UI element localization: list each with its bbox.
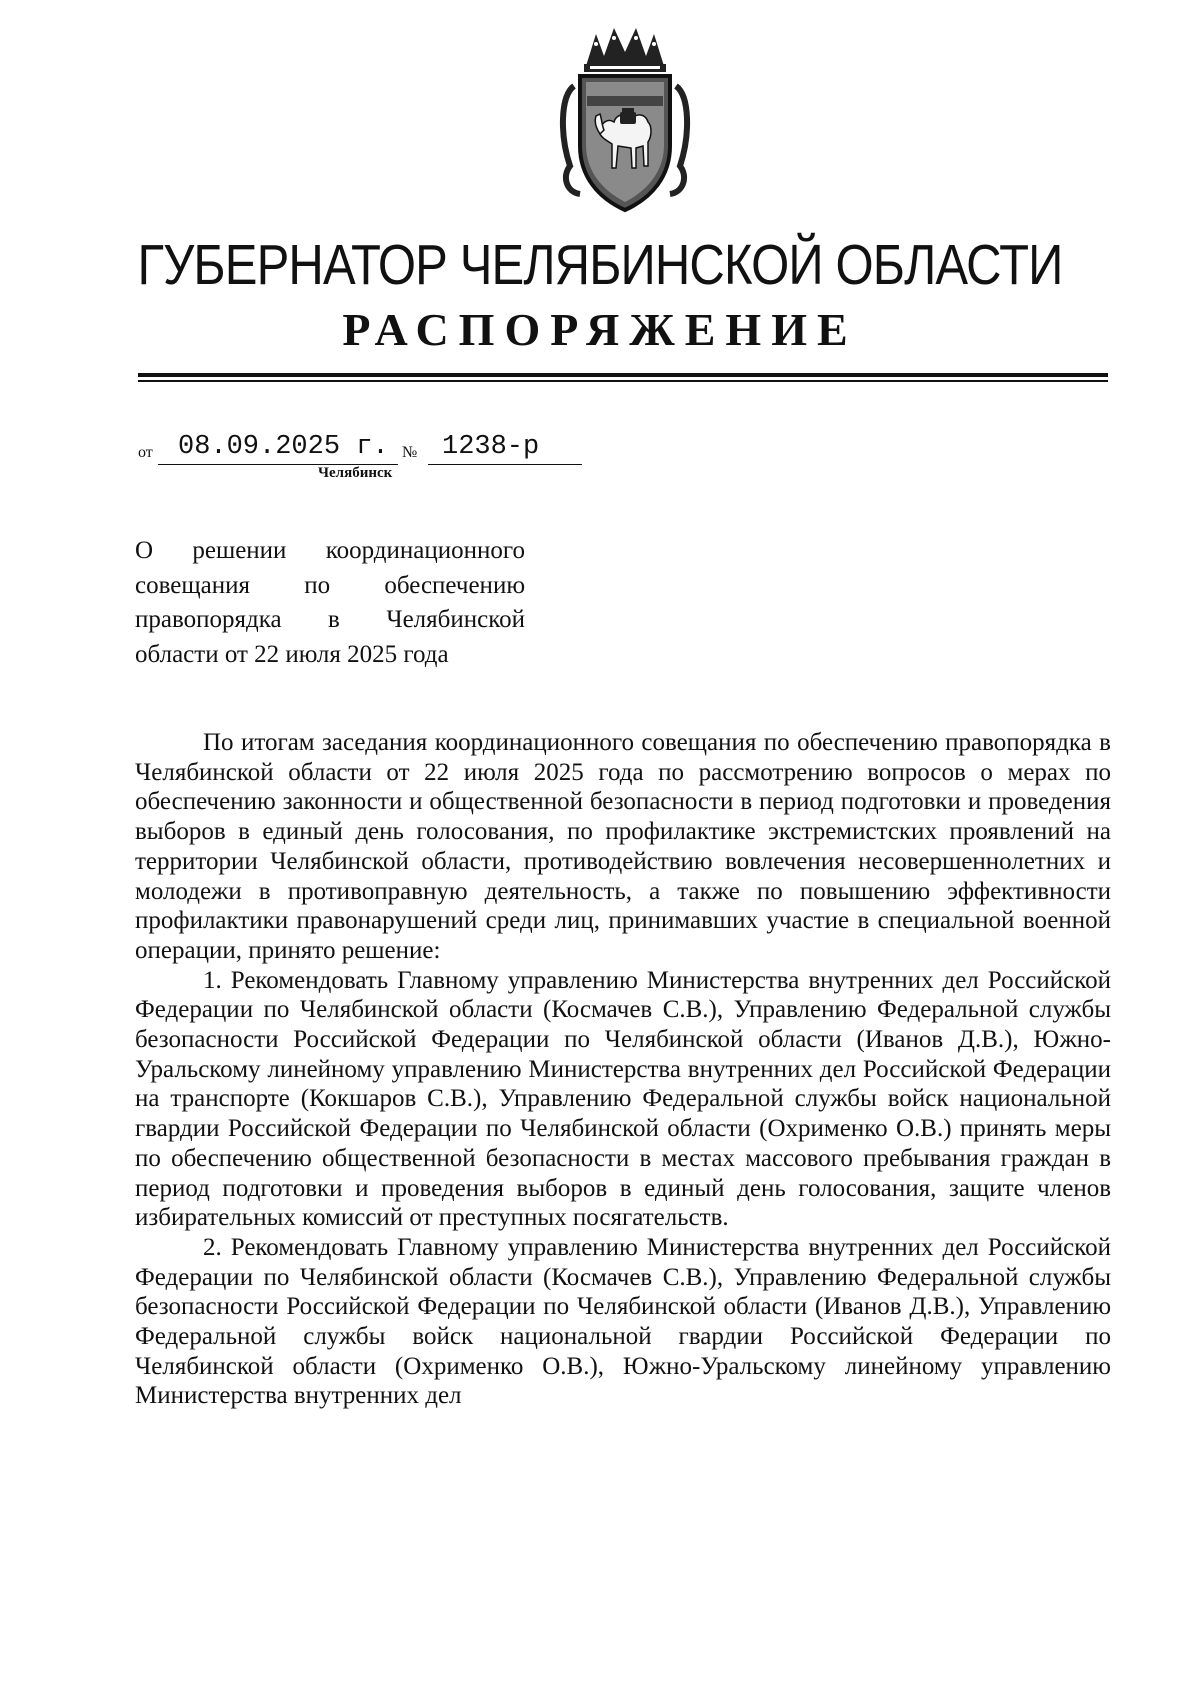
- subject-line: области от 22 июля 2025 года: [135, 640, 449, 668]
- document-type: РАСПОРЯЖЕНИЕ: [342, 304, 858, 355]
- city-name: Челябинск: [318, 465, 393, 481]
- header-divider-thin: [138, 380, 1108, 382]
- number-prefix: №: [402, 444, 418, 461]
- body-intro-paragraph: По итогам заседания координационного совещания по обеспечению правопорядка в Челябинской области от 22 июля 2025 года по рассмотрению вопросов о мерах по обеспечению законности и общественной безопасности в период подготовки и проведения выборов в единый день голосования, по профилактике экстремистских проявлений на территории Челябинской области, противодействию вовлечения несовершеннолетних и молодежи в противоправную деятельность, а также по повышению эффективности профилактики правонарушений среди лиц, принимавших участие в специальной военной операции, принято решение:: [135, 729, 1111, 964]
- header-divider-thick: [138, 373, 1108, 377]
- document-date: 08.09.2025 г.: [158, 430, 398, 465]
- body-item-1: 1. Рекомендовать Главному управлению Министерства внутренних дел Российской Федерации по Челябинской области (Космачев С.В.), Управлению Федеральной службы безопасности Российской Федерации по Челябинской области (Иванов Д.В.), Южно-Уральскому линейному управлению Министерства внутренних дел Российской Федерации на транспорте (Кокшаров С.В.), Управлению Федеральной службы войск национальной гвардии Российской Федерации по Челябинской области (Охрименко О.В.) принять меры по обеспечению общественной безопасности в местах массового пребывания граждан в период подготовки и проведения выборов в единый день голосования, защите членов избирательных комиссий от преступных посягательств.: [135, 966, 1111, 1232]
- subject-line: О решении координационного: [135, 537, 525, 564]
- subject-line: совещания по обеспечению: [135, 571, 525, 599]
- date-prefix: от: [138, 444, 153, 461]
- body-item-2: 2. Рекомендовать Главному управлению Министерства внутренних дел Российской Федерации по Челябинской области (Космачев С.В.), Управлению Федеральной службы безопасности Российской Федерации по Челябинской области (Иванов Д.В.), Управлению Федеральной службы войск национальной гвардии Российской Федерации по Челябинской области (Охрименко О.В.), Южно-Уральскому линейному управлению Министерства внутренних дел: [135, 1233, 1111, 1410]
- coat-of-arms-emblem: [556, 26, 694, 216]
- document-subject: [135, 534, 525, 672]
- issuer-title: ГУБЕРНАТОР ЧЕЛЯБИНСКОЙ ОБЛАСТИ: [137, 233, 1063, 297]
- subject-line: правопорядка в Челябинской: [135, 606, 525, 633]
- document-body: [135, 728, 1111, 1411]
- document-number: 1238-р: [428, 430, 582, 465]
